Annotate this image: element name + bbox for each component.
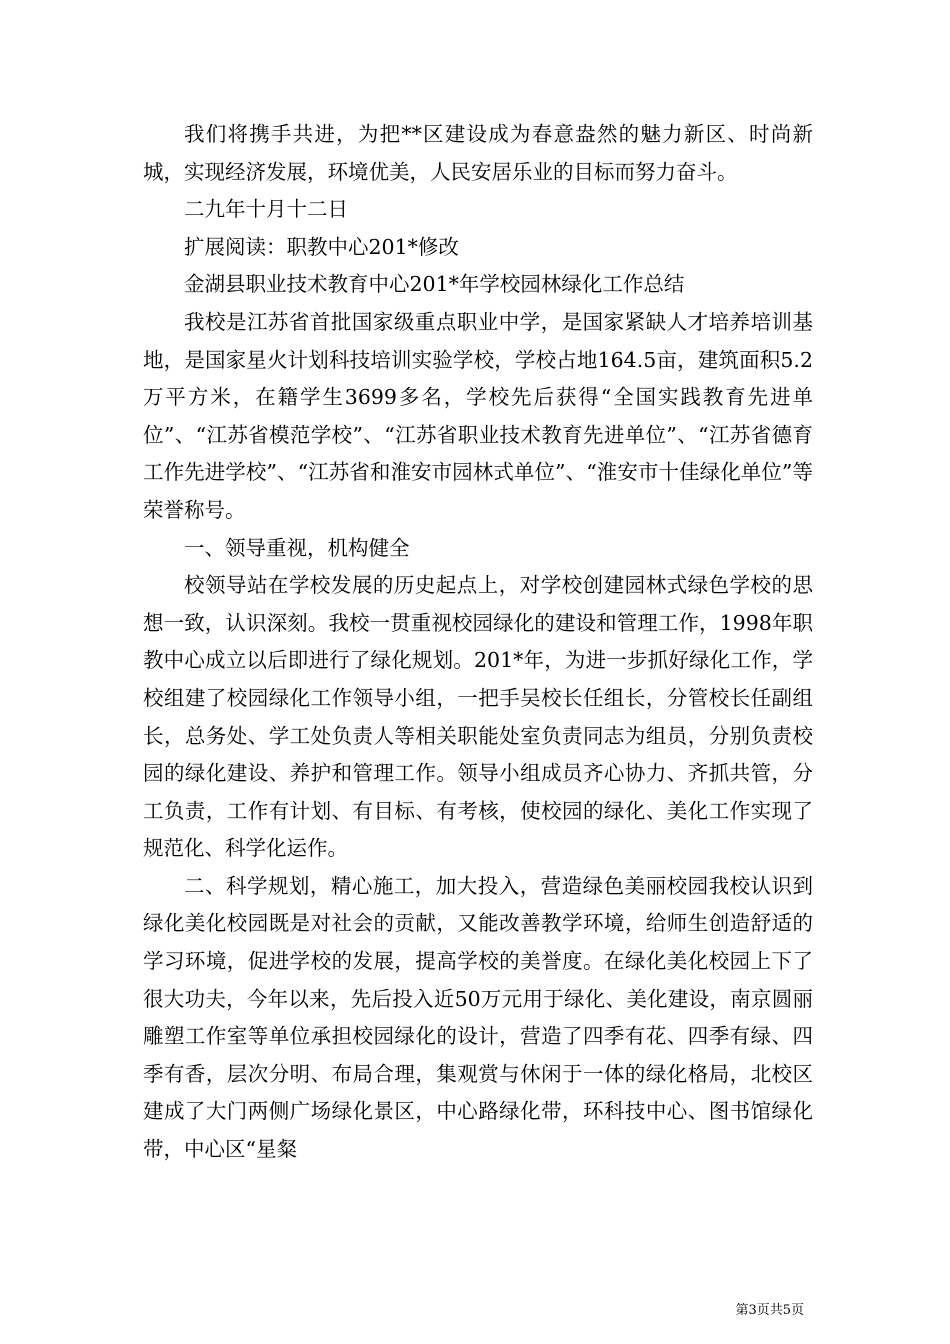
paragraph-school-intro: 我校是江苏省首批国家级重点职业中学，是国家紧缺人才培养培训基地，是国家星火计划科技培训实验学校，学校占地164.5亩，建筑面积5.2万平方米，在籍学生3699多名，学校先后获得“全国实践教育先进单位”、“江苏省模范学校”、“江苏省职业技术教育先进单位”、“江苏省德育工作先进学校”、“江苏省和淮安市园林式单位”、“淮安市十佳绿化单位”等荣誉称号。	[143, 309, 813, 522]
paragraph-closing: 我们将携手共进，为把**区建设成为春意盎然的魅力新区、时尚新城，实现经济发展，环境优美，人民安居乐业的目标而努力奋斗。	[143, 122, 813, 184]
page-number-footer: 第3页共5页	[735, 1303, 804, 1318]
paragraph-date: 二九年十月十二日	[184, 197, 348, 222]
paragraph-leadership: 校领导站在学校发展的历史起点上，对学校创建园林式绿色学校的思想一致，认识深刻。我校一贯重视校园绿化的建设和管理工作，1998年职教中心成立以后即进行了绿化规划。201*年，为进一步抓好绿化工作，学校组建了校园绿化工作领导小组，一把手吴校长任组长，分管校长任副组长，总务处、学工处负责人等相关职能处室负责同志为组员，分别负责校园的绿化建设、养护和管理工作。领导小组成员齐心协力、齐抓共管，分工负责，工作有计划、有目标、有考核，使校园的绿化、美化工作实现了规范化、科学化运作。	[143, 573, 813, 861]
section-heading-1: 一、领导重视，机构健全	[184, 535, 410, 560]
document-body	[143, 116, 813, 1169]
paragraph-summary-title: 金湖县职业技术教育中心201*年学校园林绿化工作总结	[184, 272, 685, 297]
paragraph-planning: 二、科学规划，精心施工，加大投入，营造绿色美丽校园我校认识到绿化美化校园既是对社会的贡献，又能改善教学环境，给师生创造舒适的学习环境，促进学校的发展，提高学校的美誉度。在绿化美化校园上下了很大功夫，今年以来，先后投入近50万元用于绿化、美化建设，南京圆丽雕塑工作室等单位承担校园绿化的设计，营造了四季有花、四季有绿、四季有香，层次分明、布局合理，集观赏与休闲于一体的绿化格局，北校区建成了大门两侧广场绿化景区，中心路绿化带，环科技中心、图书馆绿化带，中心区“星粲	[143, 873, 813, 1162]
paragraph-extended-reading: 扩展阅读：职教中心201*修改	[184, 234, 459, 259]
